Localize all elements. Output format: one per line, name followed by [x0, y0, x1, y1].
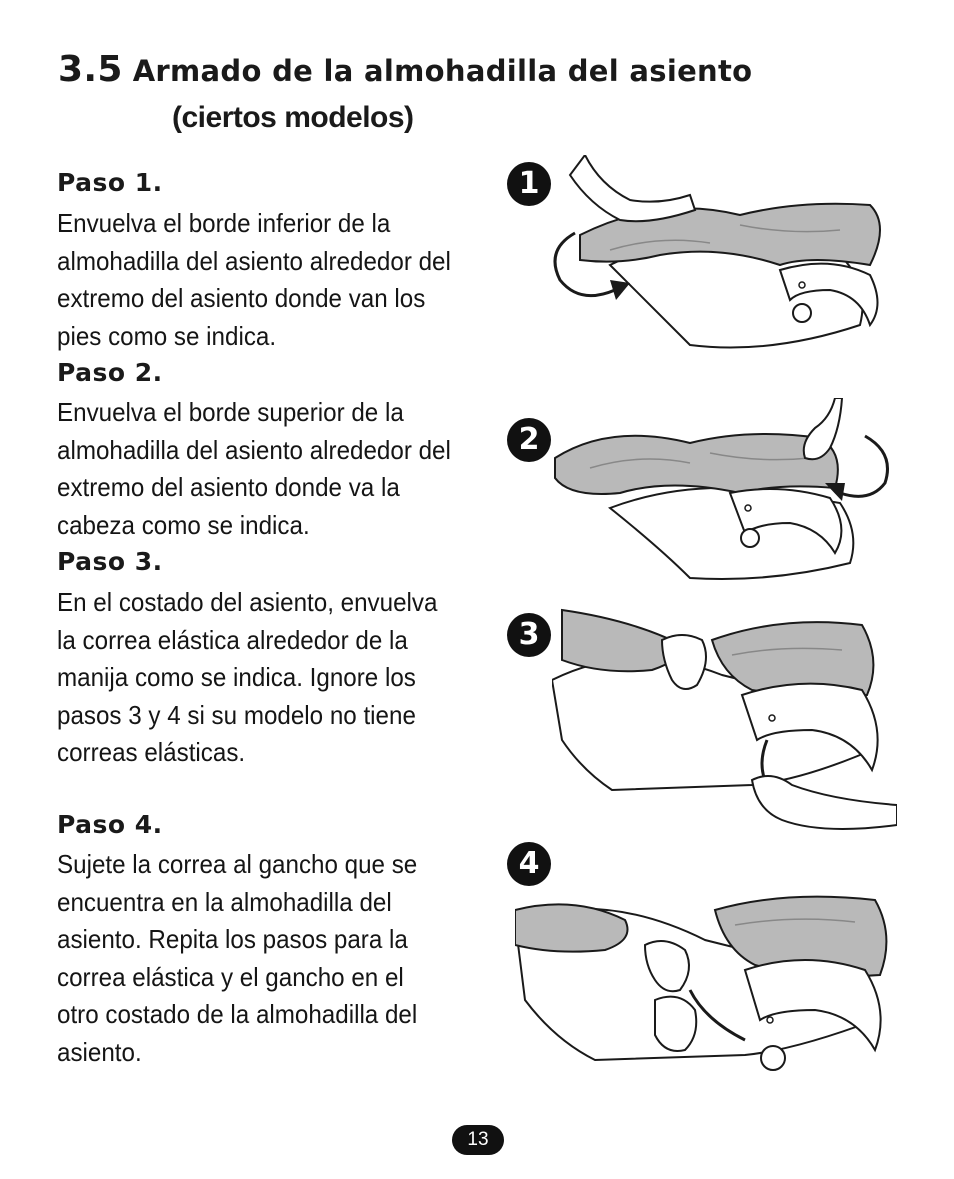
figure-4-badge: 4 — [507, 842, 551, 886]
figure-2-badge: 2 — [507, 418, 551, 462]
section-title — [58, 49, 753, 90]
figure-3-illustration — [552, 600, 897, 835]
step-2-heading: Paso 2. — [57, 358, 163, 387]
step-3-text: En el costado del asiento, envuelva la correa elástica alrededor de la manija como se indica. Ignore los pasos 3 y 4 si su modelo no tiene correas elásticas. — [57, 587, 438, 767]
section-number: 3.5 — [58, 49, 123, 90]
figure-1-badge: 1 — [507, 162, 551, 206]
step-4-text: Sujete la correa al gancho que se encuentra en la almohadilla del asiento. Repita los pasos para la correa elástica y el gancho en el otro costado de la almohadilla del asiento. — [57, 849, 418, 1067]
figure-2-illustration — [550, 398, 900, 588]
figure-1-illustration — [540, 155, 900, 355]
step-3-heading: Paso 3. — [57, 547, 163, 576]
step-4-heading: Paso 4. — [57, 810, 163, 839]
step-1-text: Envuelva el borde inferior de la almohadilla del asiento alrededor del extremo del asiento donde van los pies como se indica. — [57, 208, 451, 351]
figure-4-illustration — [515, 860, 897, 1088]
step-1-heading: Paso 1. — [57, 168, 163, 197]
section-title-text: Armado de la almohadilla del asiento — [132, 54, 753, 88]
section-subtitle: (ciertos modelos) — [172, 101, 414, 134]
step-2-text: Envuelva el borde superior de la almohadilla del asiento alrededor del extremo del asiento donde va la cabeza como se indica. — [57, 397, 451, 540]
page-number: 13 — [452, 1125, 504, 1155]
figure-3-badge: 3 — [507, 613, 551, 657]
